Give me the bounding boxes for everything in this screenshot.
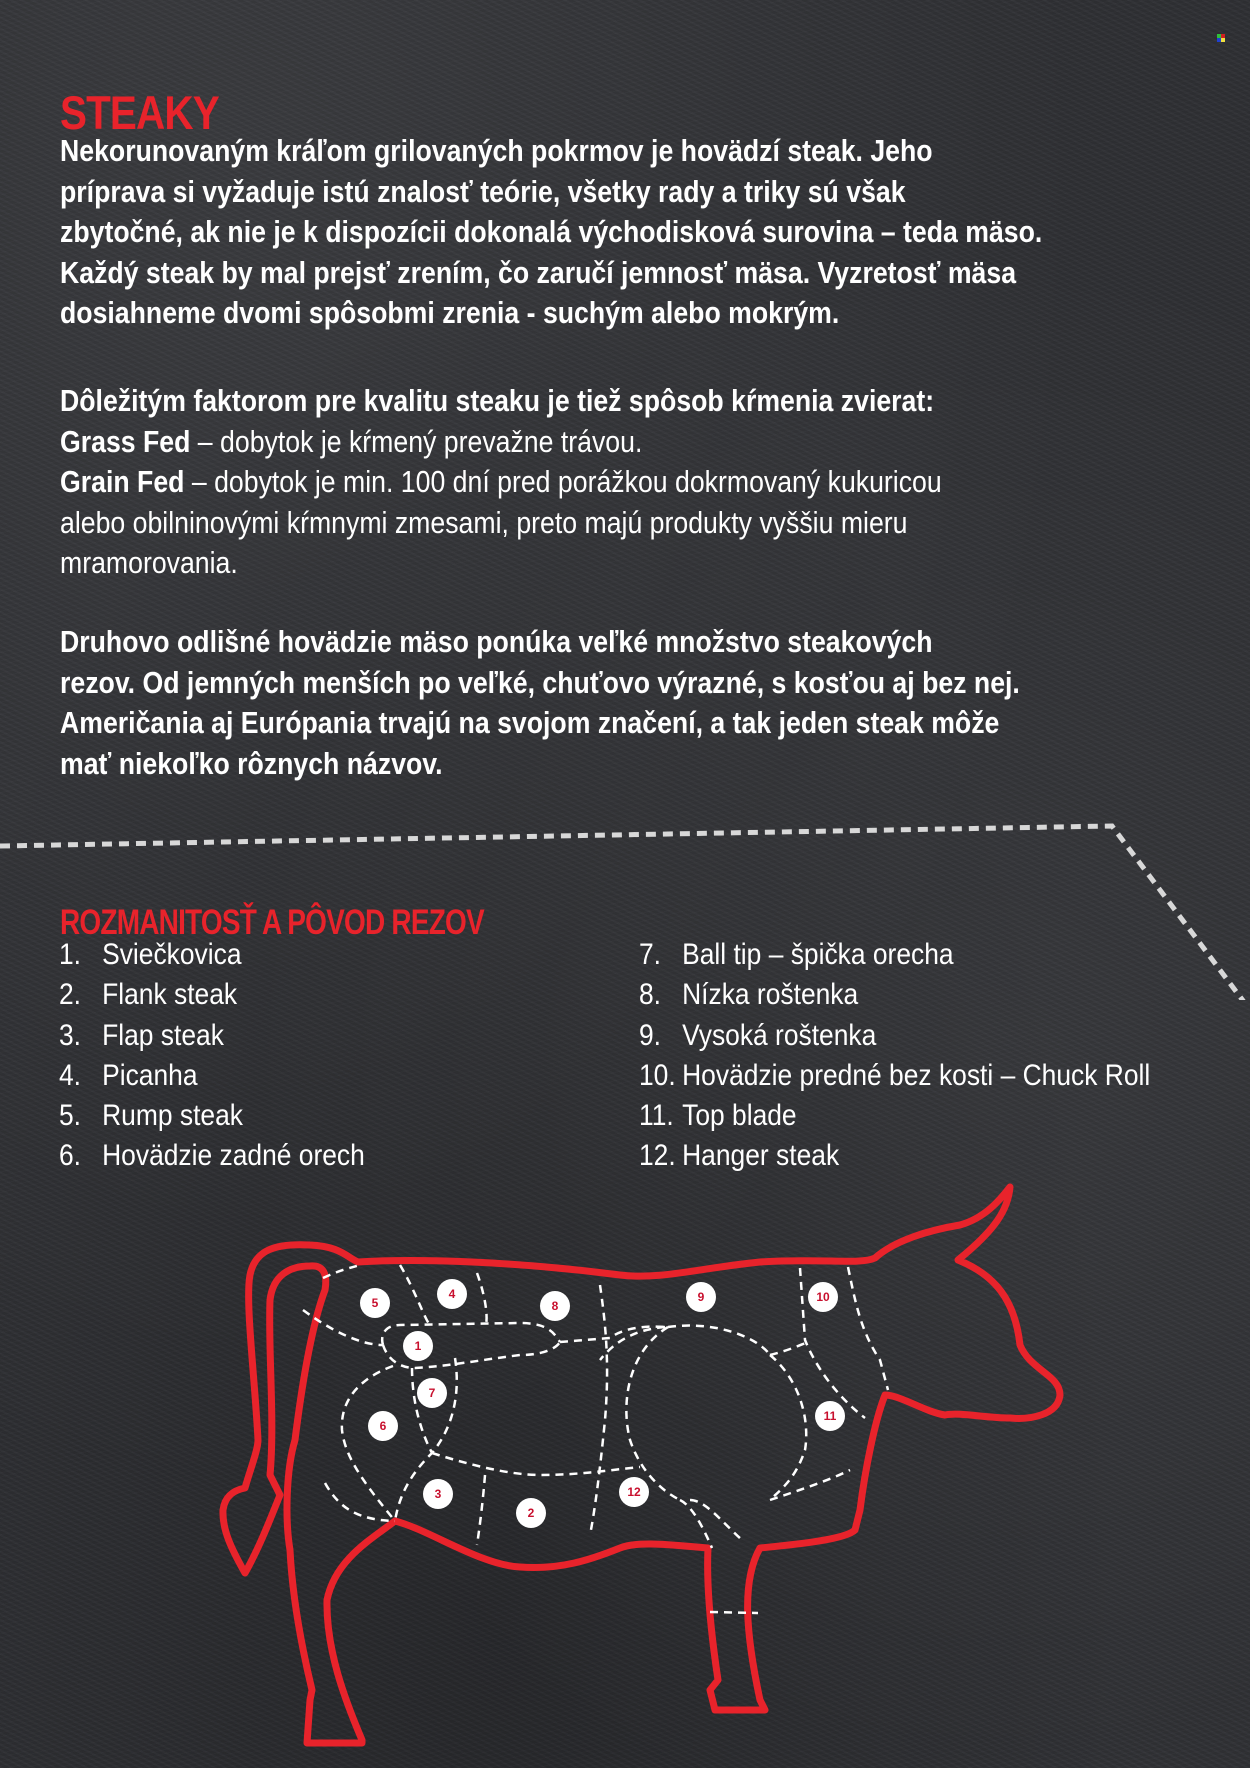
cut-item: 2. Flank steak [59, 978, 238, 1012]
svg-text:12: 12 [627, 1485, 641, 1499]
grain-fed-text-cont: alebo obilninovými kŕmnymi zmesami, preto majú produkty vyššiu mieru [60, 504, 908, 540]
cut-item: 6. Hovädzie zadné orech [59, 1139, 365, 1173]
variety-line: rezov. Od jemných menších po veľké, chuťovo výrazné, s kosťou aj bez nej. [60, 664, 1020, 700]
variety-line: Druhovo odlišné hovädzie mäso ponúka veľké množstvo steakových [60, 624, 933, 659]
intro-line: dosiahneme dvomi spôsobmi zrenia - suchým alebo mokrým. [60, 295, 840, 330]
page-title: STEAKY [60, 86, 219, 140]
cut-item: 7. Ball tip – špička orecha [639, 938, 954, 971]
grass-fed-text: – dobytok je kŕmený prevažne trávou. [190, 423, 643, 459]
cut-lines [303, 1265, 888, 1613]
marker-9 [686, 1282, 716, 1312]
intro-line: Nekorunovaným kráľom grilovaných pokrmov je hovädzí steak. Jeho [60, 133, 933, 168]
intro-line: Každý steak by mal prejsť zrením, čo zaručí jemnosť mäsa. Vyzretosť mäsa [60, 254, 1017, 290]
cuts-section-title: ROZMANITOSŤ A PÔVOD REZOV [60, 903, 484, 943]
marker-6 [368, 1411, 398, 1441]
grass-fed-label: Grass Fed [60, 423, 191, 459]
marker-1 [403, 1331, 433, 1361]
cut-item: 3. Flap steak [59, 1018, 224, 1052]
marker-7 [417, 1378, 447, 1408]
cut-item: 11. Top blade [639, 1099, 797, 1133]
cut-item: 5. Rump steak [59, 1099, 243, 1133]
svg-text:2: 2 [527, 1506, 535, 1520]
cut-markers [360, 1279, 845, 1528]
svg-text:7: 7 [428, 1386, 436, 1400]
svg-text:8: 8 [551, 1299, 559, 1313]
svg-text:9: 9 [697, 1290, 705, 1304]
cut-item: 1. Sviečkovica [59, 938, 242, 971]
intro-line: zbytočné, ak nie je k dispozícii dokonalá východisková surovina – teda mäso. [60, 214, 1043, 249]
cut-item: 9. Vysoká roštenka [639, 1018, 877, 1052]
marker-2 [516, 1498, 546, 1528]
svg-text:5: 5 [371, 1296, 379, 1310]
marker-10 [808, 1282, 838, 1312]
marker-12 [619, 1477, 649, 1507]
grain-fed-label: Grain Fed [60, 464, 185, 499]
variety-line: mať niekoľko rôznych názvov. [60, 745, 443, 781]
svg-text:6: 6 [379, 1419, 387, 1433]
marker-5 [360, 1288, 390, 1318]
cut-item: 8. Nízka roštenka [639, 978, 859, 1012]
svg-text:1: 1 [414, 1339, 422, 1353]
marker-4 [437, 1279, 467, 1309]
svg-text:10: 10 [816, 1290, 830, 1304]
svg-text:3: 3 [434, 1487, 442, 1501]
marker-3 [423, 1479, 453, 1509]
svg-text:4: 4 [448, 1287, 456, 1301]
variety-line: Američania aj Európania trvajú na svojom značení, a tak jeden steak môže [60, 705, 1000, 740]
marker-8 [540, 1291, 570, 1321]
cut-item: 12. Hanger steak [639, 1139, 840, 1173]
grain-fed-text-cont: mramorovania. [60, 545, 238, 580]
cut-item: 10. Hovädzie predné bez kosti – Chuck Roll [639, 1058, 1151, 1092]
cut-item: 4. Picanha [59, 1058, 198, 1092]
marker-11 [815, 1401, 845, 1431]
intro-line: príprava si vyžaduje istú znalosť teórie, všetky rady a triky sú však [60, 173, 906, 209]
feeding-heading: Dôležitým faktorom pre kvalitu steaku je tiež spôsob kŕmenia zvierat: [60, 383, 935, 418]
grain-fed-text: – dobytok je min. 100 dní pred porážkou dokrmovaný kukuricou [184, 464, 942, 499]
svg-text:11: 11 [823, 1409, 837, 1423]
